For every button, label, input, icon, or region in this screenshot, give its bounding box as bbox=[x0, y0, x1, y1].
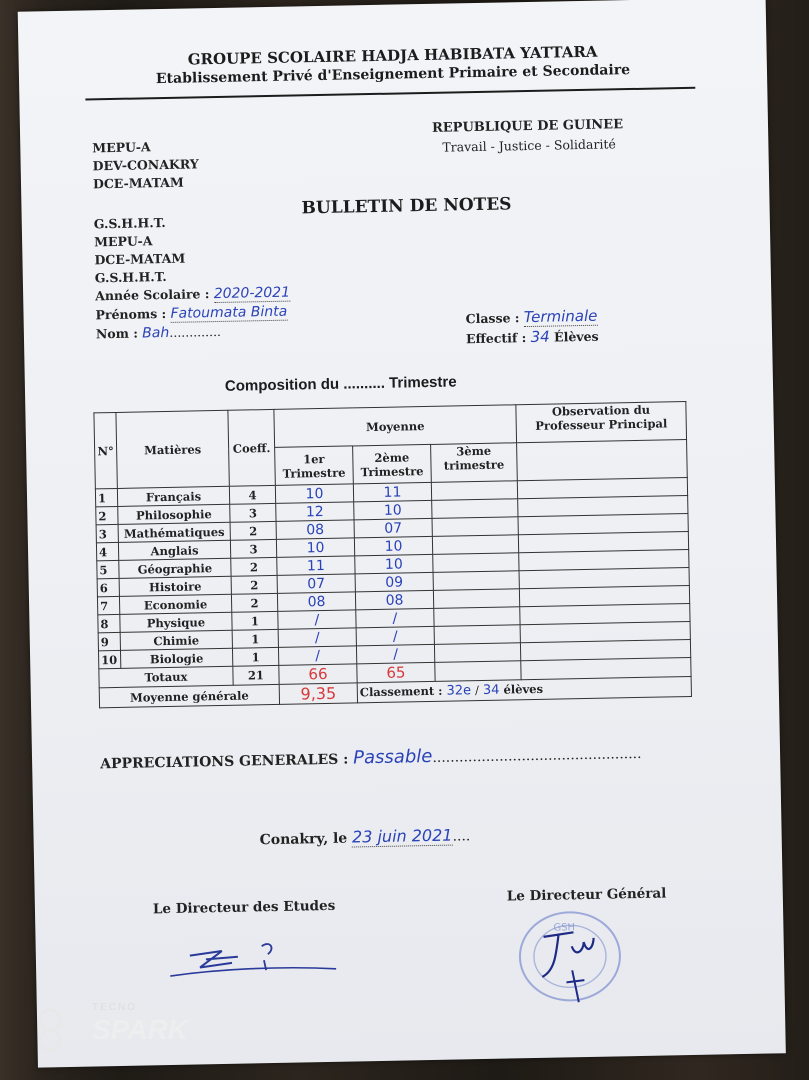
last-name-value: Bah bbox=[142, 324, 170, 342]
row-term-1: 11 bbox=[277, 556, 355, 575]
date-line: Conakry, le 23 juin 2021.... bbox=[259, 825, 471, 849]
row-term-2: / bbox=[356, 644, 434, 663]
composition-title: Composition du .......... Trimestre bbox=[224, 373, 457, 395]
director-studies-title: Le Directeur des Etudes bbox=[152, 897, 336, 918]
row-term-3 bbox=[434, 607, 520, 627]
stamp-text: GSH bbox=[553, 922, 576, 934]
row-term-3 bbox=[432, 499, 518, 519]
row-term-1: / bbox=[278, 646, 356, 665]
ranking-value: 32e bbox=[446, 683, 472, 699]
admin2-line-1: G.S.H.H.T. bbox=[93, 214, 166, 232]
row-number: 7 bbox=[97, 596, 119, 614]
header-no: N° bbox=[94, 412, 117, 488]
row-subject: Géographie bbox=[119, 558, 231, 578]
first-names-value: Fatoumata Binta bbox=[170, 303, 288, 322]
row-coeff: 1 bbox=[232, 611, 278, 630]
class-field bbox=[466, 307, 598, 328]
totals-term-2: 65 bbox=[357, 662, 435, 682]
school-name: GROUPE SCOLAIRE HADJA HABIBATA YATTARA bbox=[187, 42, 598, 69]
row-term-2: 10 bbox=[354, 500, 432, 519]
header-average: Moyenne bbox=[274, 405, 517, 448]
row-number: 5 bbox=[97, 560, 119, 578]
header-divider bbox=[85, 87, 695, 101]
admin-line-2: DEV-CONAKRY bbox=[92, 156, 199, 174]
document-title: BULLETIN DE NOTES bbox=[301, 194, 512, 219]
header-coeff: Coeff. bbox=[228, 409, 275, 486]
date-prefix: Conakry, le bbox=[259, 830, 348, 849]
ranking-cell: Classement : 32e / 34 élèves bbox=[357, 676, 691, 702]
row-term-3 bbox=[431, 481, 517, 501]
first-names-field bbox=[95, 304, 287, 324]
admin-line-3: DCE-MATAM bbox=[92, 174, 184, 192]
row-term-3 bbox=[434, 643, 520, 663]
school-year-field bbox=[95, 285, 290, 305]
enrollment-field bbox=[466, 327, 599, 348]
row-subject: Economie bbox=[119, 594, 231, 614]
row-subject: Mathématiques bbox=[118, 522, 230, 542]
observation-cell bbox=[517, 440, 688, 481]
general-average-label: Moyenne générale bbox=[99, 684, 279, 707]
school-year-value: 2020-2021 bbox=[213, 284, 291, 303]
row-term-1: 08 bbox=[276, 520, 354, 539]
row-term-3 bbox=[433, 553, 519, 573]
director-general-title: Le Directeur Général bbox=[506, 885, 667, 905]
header-term-3: 3ème trimestre bbox=[431, 443, 518, 483]
row-subject: Biologie bbox=[120, 648, 232, 668]
row-term-1: / bbox=[278, 610, 356, 629]
totals-coeff: 21 bbox=[233, 665, 279, 685]
row-subject: Chimie bbox=[120, 630, 232, 650]
row-coeff: 2 bbox=[231, 593, 277, 612]
row-subject: Anglais bbox=[118, 540, 230, 560]
row-term-2: / bbox=[356, 608, 434, 627]
report-card-sheet bbox=[18, 0, 786, 1068]
row-term-2: 11 bbox=[353, 482, 431, 501]
appreciations-label: APPRECIATIONS GENERALES : bbox=[100, 751, 349, 773]
row-subject: Histoire bbox=[119, 576, 231, 596]
ranking-label: Classement : bbox=[359, 683, 443, 700]
director-studies-signature bbox=[159, 931, 340, 994]
school-subtitle: Etablissement Privé d'Enseignement Primaire et Secondaire bbox=[155, 62, 631, 88]
row-subject: Philosophie bbox=[118, 504, 230, 524]
official-stamp bbox=[513, 905, 627, 1007]
row-term-3 bbox=[433, 571, 519, 591]
row-coeff: 2 bbox=[231, 557, 277, 576]
row-term-1: / bbox=[278, 628, 356, 647]
appreciations-field: APPRECIATIONS GENERALES : Passable............................................... bbox=[100, 745, 642, 773]
admin2-line-3: DCE-MATAM bbox=[94, 250, 186, 268]
ranking-suffix: élèves bbox=[503, 681, 544, 697]
last-name-field: Nom : Bah............. bbox=[95, 323, 222, 342]
last-name-label: Nom : bbox=[95, 325, 139, 342]
row-term-2: 10 bbox=[355, 554, 433, 573]
class-label: Classe : bbox=[465, 310, 520, 327]
row-number: 1 bbox=[95, 488, 117, 506]
row-coeff: 1 bbox=[232, 629, 278, 648]
row-subject: Français bbox=[117, 486, 229, 506]
row-term-1: 10 bbox=[276, 538, 354, 557]
date-value: 23 juin 2021 bbox=[351, 825, 453, 847]
row-number: 2 bbox=[96, 506, 118, 524]
country-motto: Travail - Justice - Solidarité bbox=[442, 136, 616, 155]
row-coeff: 1 bbox=[232, 647, 278, 666]
enrollment-label: Effectif : bbox=[465, 330, 527, 347]
row-term-3 bbox=[433, 589, 519, 609]
row-term-1: 08 bbox=[277, 592, 355, 611]
row-number: 10 bbox=[98, 650, 120, 668]
row-term-1: 07 bbox=[277, 574, 355, 593]
camera-watermark bbox=[30, 1000, 230, 1060]
row-term-3 bbox=[434, 625, 520, 645]
row-term-2: 07 bbox=[354, 518, 432, 537]
general-average-value: 9,35 bbox=[279, 683, 357, 704]
row-coeff: 3 bbox=[230, 503, 276, 522]
row-term-1: 12 bbox=[276, 502, 354, 521]
tecno-logo-icon bbox=[30, 1000, 90, 1060]
totals-label: Totaux bbox=[99, 666, 233, 688]
enrollment-suffix: Élèves bbox=[553, 328, 599, 345]
admin2-line-4: G.S.H.H.T. bbox=[94, 268, 167, 286]
row-coeff: 3 bbox=[230, 539, 276, 558]
row-coeff: 2 bbox=[231, 575, 277, 594]
header-subjects: Matières bbox=[116, 410, 229, 488]
row-number: 9 bbox=[98, 632, 120, 650]
row-term-2: / bbox=[356, 626, 434, 645]
row-number: 4 bbox=[96, 542, 118, 560]
ranking-total: 34 bbox=[482, 682, 500, 698]
row-coeff: 2 bbox=[230, 521, 276, 540]
school-year-label: Année Scolaire : bbox=[95, 286, 210, 304]
row-number: 3 bbox=[96, 524, 118, 542]
row-term-2: 08 bbox=[355, 590, 433, 609]
row-subject: Physique bbox=[120, 612, 232, 632]
row-term-3 bbox=[432, 517, 518, 537]
header-observation: Observation du Professeur Principal bbox=[516, 402, 687, 443]
totals-term-1: 66 bbox=[279, 664, 357, 684]
row-term-1: 10 bbox=[275, 484, 353, 503]
enrollment-value: 34 bbox=[530, 327, 550, 346]
watermark-model: SPARK bbox=[92, 1014, 188, 1045]
watermark-brand: TECNO bbox=[92, 1002, 137, 1013]
class-value: Terminale bbox=[523, 306, 598, 327]
first-names-label: Prénoms : bbox=[95, 305, 167, 323]
appreciations-value: Passable bbox=[352, 745, 433, 769]
row-number: 6 bbox=[97, 578, 119, 596]
row-term-3 bbox=[432, 535, 518, 555]
row-term-2: 10 bbox=[354, 536, 432, 555]
row-term-2: 09 bbox=[355, 572, 433, 591]
admin-line-1: MEPU-A bbox=[92, 139, 151, 156]
admin2-line-2: MEPU-A bbox=[93, 233, 153, 250]
totals-term-3 bbox=[435, 661, 521, 682]
grades-table bbox=[93, 401, 692, 708]
header-term-2: 2ème Trimestre bbox=[353, 444, 432, 483]
country-name: REPUBLIQUE DE GUINEE bbox=[431, 117, 624, 136]
header-term-1: 1er Trimestre bbox=[275, 446, 354, 485]
row-coeff: 4 bbox=[229, 485, 275, 504]
row-number: 8 bbox=[98, 614, 120, 632]
